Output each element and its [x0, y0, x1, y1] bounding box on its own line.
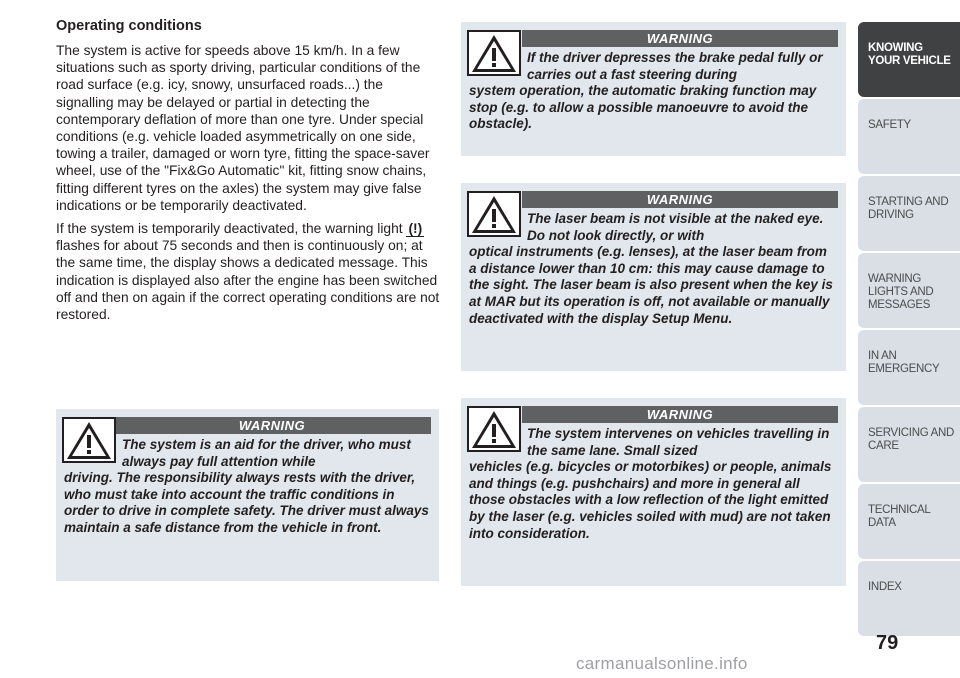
warning-triangle-icon: [467, 30, 521, 76]
tab-servicing-and-care[interactable]: SERVICING AND CARE: [858, 407, 960, 482]
section-title: Operating conditions: [56, 18, 202, 34]
warning-triangle-icon: [467, 406, 521, 452]
tab-knowing-your-vehicle[interactable]: KNOWING YOUR VEHICLE: [858, 22, 960, 97]
warning-text-lead: The laser beam is not visible at the naked eye. Do not look directly, or with: [527, 211, 824, 243]
warning-text-body: vehicles (e.g. bicycles or motorbikes) or people, animals and things (e.g. pushchairs) and more in general all those obstacles with a low reflection of the light emitted by the laser (e.g. vehicles soiled with mud) are not taken into consideration.: [469, 459, 832, 541]
watermark: carmanualsonline.info: [576, 654, 748, 673]
warning-label: WARNING: [522, 30, 838, 47]
warning-label: WARNING: [522, 406, 838, 423]
warning-text-lead: If the driver depresses the brake pedal fully or carries out a fast steering during: [527, 50, 823, 82]
tab-safety[interactable]: SAFETY: [858, 99, 960, 174]
warning-text-body: driving. The responsibility always rests with the driver, who must take into account the traffic conditions in order to drive in complete safety. The driver must always maintain a safe distance from the vehicle in front.: [64, 470, 429, 535]
chapter-tabs: [858, 22, 960, 638]
warning-text-lead: The system intervenes on vehicles travelling in the same lane. Small sized: [527, 426, 830, 458]
paragraph-operating-conditions: The system is active for speeds above 15 km/h. In a few situations such as sporty driving, particular conditions of the road surface (e.g. icy, snowy, unsurfaced roads...) the signalling may be delayed or partial in detecting the contemporary deflation of more than one tyre. Under special conditions (e.g. vehicle loaded asymmetrically on one side, towing a trailer, damaged or worn tyre, fitting the space-saver wheel, use of the "Fix&Go Automatic" kit, fitting snow chains, fitting different tyres on the axles) the system may give false indications or be temporarily deactivated.: [56, 43, 430, 213]
warning-text-lead: The system is an aid for the driver, who must always pay full attention while: [122, 437, 411, 469]
page-number: 79: [876, 632, 899, 654]
warning-triangle-icon: [467, 191, 521, 237]
tab-index[interactable]: INDEX: [858, 561, 960, 636]
warning-triangle-icon: [62, 417, 116, 463]
warning-box-laser-beam: [461, 183, 846, 371]
warning-light-icon: (!): [408, 221, 423, 237]
tab-in-an-emergency[interactable]: IN AN EMERGENCY: [858, 330, 960, 405]
warning-text-body: optical instruments (e.g. lenses), at the laser beam from a distance lower than 10 cm: this may cause damage to the sight. The laser beam is also present when the key is at MAR but its operation is off, not available or manually deactivated with the display Setup Menu.: [469, 244, 833, 326]
left-column: [56, 18, 440, 329]
tab-starting-and-driving[interactable]: STARTING AND DRIVING: [858, 176, 960, 251]
tab-warning-lights-and-messages[interactable]: WARNING LIGHTS AND MESSAGES: [858, 253, 960, 328]
tab-technical-data[interactable]: TECHNICAL DATA: [858, 484, 960, 559]
warning-box-same-lane: [461, 398, 846, 586]
warning-label: WARNING: [113, 417, 431, 434]
paragraph-deactivation: If the system is temporarily deactivated, the warning light (!) flashes for about 75 seconds and then is continuously on; at the same time, the display shows a dedicated message. This indication is displayed also after the engine has been switched off and then on again if the correct operating conditions are not restored.: [56, 221, 440, 323]
warning-label: WARNING: [522, 191, 838, 208]
warning-box-driver-aid: [56, 409, 439, 581]
warning-text-body: system operation, the automatic braking function may stop (e.g. to allow a possible manoeuvre to avoid the obstacle).: [469, 83, 817, 132]
warning-box-brake-pedal: [461, 22, 846, 156]
